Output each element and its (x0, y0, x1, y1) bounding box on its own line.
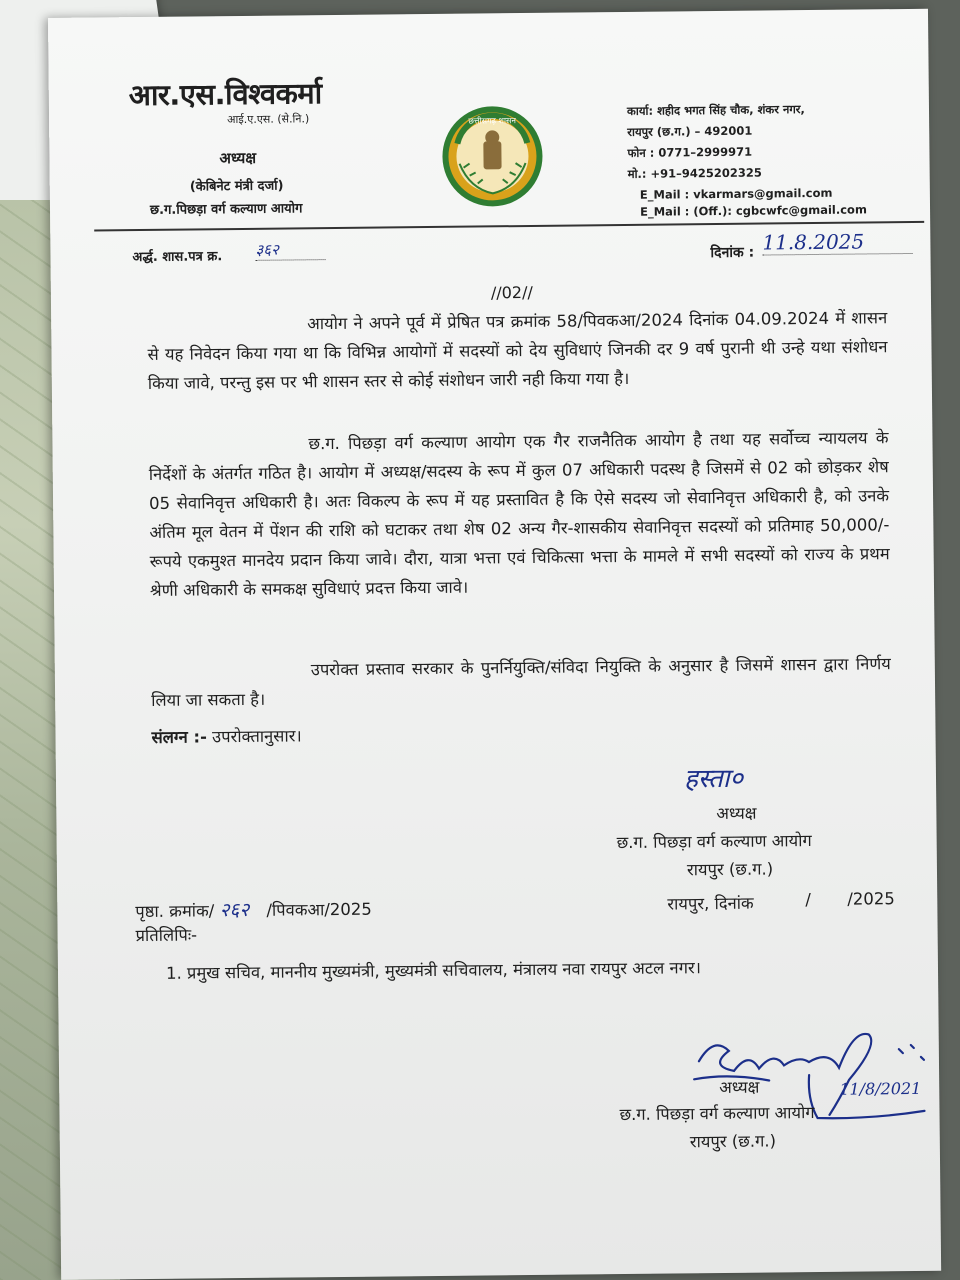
paragraph-3: उपरोक्त प्रस्ताव सरकार के पुनर्नियुक्ति/संविदा नियुक्ति के अनुसार है जिसमें शासन द्वारा निर्णय लिया जा सकता है। (151, 654, 891, 710)
reference-label: अर्द्ध. शास.पत्र क्र. (132, 249, 223, 266)
date-label: दिनांक : (710, 244, 755, 262)
signature-handwritten: हस्ता० (683, 763, 744, 795)
emblem-text (439, 103, 546, 154)
address-line-1: कार्या: शहीद भगत सिंह चौक, शंकर नगर, (626, 102, 805, 118)
phone: फोन : 0771–2999971 (627, 144, 753, 160)
enclosure-label: संलग्न :- (151, 727, 207, 747)
date-value: 11.8.2025 (762, 229, 912, 256)
signature-date: 11/8/2021 (839, 1078, 922, 1099)
address-line-2: रायपुर (छ.ग.) – 492001 (627, 123, 753, 139)
letter-sheet (48, 9, 941, 1280)
sender-rank: (केबिनेट मंत्री दर्जा) (189, 178, 284, 195)
sender-post: अध्यक्ष (219, 148, 257, 168)
signatory2-org: छ.ग. पिछड़ा वर्ग कल्याण आयोग (619, 1103, 815, 1125)
endorsement-year: /2025 (847, 889, 895, 909)
signatory2-title: अध्यक्ष (719, 1077, 760, 1098)
endorsement-prefix: पृष्ठा. क्रमांक/ (135, 901, 215, 922)
email-office: E_Mail : (Off.): cgbcwfc@gmail.com (639, 202, 867, 219)
email-personal: E_Mail : vkarmars@gmail.com (639, 185, 833, 202)
signatory-place: रायपुर (छ.ग.) (686, 859, 774, 880)
page-number: //02// (490, 282, 533, 303)
endorsement-place-date: रायपुर, दिनांक (667, 893, 754, 914)
endorsement-suffix: /पिवकआ/2025 (266, 899, 372, 920)
paragraph-1: आयोग ने अपने पूर्व में प्रेषित पत्र क्रमांक 58/पिवकआ/2024 दिनांक 04.09.2024 में शासन से यह निवेदन किया गया था कि विभिन्न आयोगों में सदस्यों को देय सुविधाएं जिनकी दर 9 वर्ष पुरानी थी उन्हे यथा संशोधन किया जावे, परन्तु इस पर भी शासन स्तर से कोई संशोधन जारी नही किया गया है। (147, 308, 888, 393)
sender-service: आई.ए.एस. (से.नि.) (227, 112, 310, 127)
enclosure-value: उपरोक्तानुसार। (212, 726, 302, 747)
enclosure (151, 723, 301, 748)
endorsement-date-slash: / (805, 890, 811, 910)
sender-name: आर.एस.विश्वकर्मा (128, 76, 322, 113)
endorsement-handwritten-number: २६२ (219, 898, 250, 922)
copy-label: प्रतिलिपिः- (135, 925, 198, 946)
signatory2-place: रायपुर (छ.ग.) (689, 1131, 777, 1152)
mobile: मो.: +91–9425202325 (627, 165, 762, 181)
paragraph-2: छ.ग. पिछड़ा वर्ग कल्याण आयोग एक गैर राजनैतिक आयोग है तथा यह सर्वोच्च न्यायलय के निर्देशों के अंतर्गत गठित है। आयोग में अध्यक्ष/सदस्य के रूप में कुल 07 अधिकारी पदस्थ है जिसमें से 02 को छोड़कर शेष 05 सेवानिवृत्त अधिकारी है। अतः विकल्प के रूप में यह प्रस्तावित है कि ऐसे सदस्य जो सेवानिवृत्त अधिकारी है, को उनके अंतिम मूल वेतन में पेंशन की राशि को घटाकर तथा शेष 02 अन्य गैर-शासकीय सेवानिवृत्त सदस्यों को प्रतिमाह 50,000/- रूपये एकमुश्त मानदेय प्रदान किया जावे। दौरा, यात्रा भत्ता एवं चिकित्सा भत्ता के मामले में सभी सदस्यों को राज्य के प्रथम श्रेणी अधिकारी के समकक्ष सुविधाएं प्रदत्त किया जावे। (148, 428, 890, 600)
reference-number: ३६२ (255, 239, 325, 261)
signatory-org: छ.ग. पिछड़ा वर्ग कल्याण आयोग (616, 831, 812, 853)
sender-commission: छ.ग.पिछड़ा वर्ग कल्याण आयोग (149, 201, 303, 218)
svg-text:छत्तीसगढ़ शासन: छत्तीसगढ़ शासन (468, 116, 516, 126)
endorsement-number (135, 895, 372, 923)
copy-item-1: 1. प्रमुख सचिव, माननीय मुख्यमंत्री, मुख्यमंत्री सचिवालय, मंत्रालय नवा रायपुर अटल नगर। (165, 958, 702, 983)
signatory-title: अध्यक्ष (716, 803, 757, 824)
